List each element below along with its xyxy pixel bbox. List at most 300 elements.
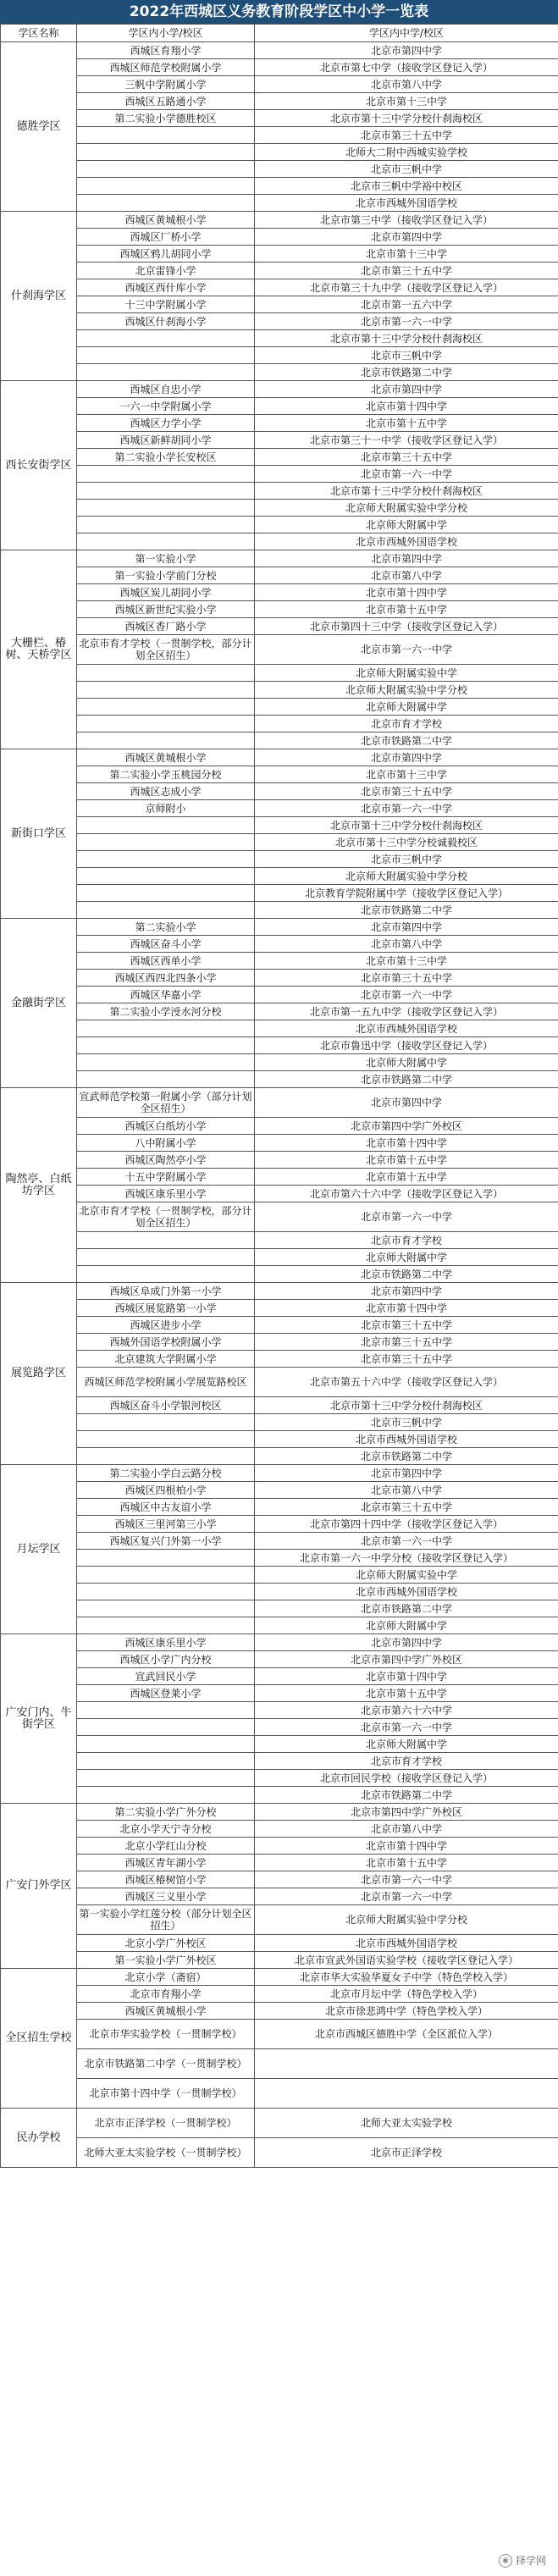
watermark-text: 择学网 (515, 2555, 546, 2567)
middle-school-cell: 北京市第四中学 (255, 550, 558, 567)
middle-school-cell: 北京市第三十五中学 (255, 1351, 558, 1368)
primary-school-cell: 一六一中学附属小学 (77, 398, 255, 415)
table-row (1, 1838, 558, 1855)
primary-school-cell: 西城区鸦儿胡同小学 (77, 246, 255, 263)
table-row (1, 1888, 558, 1905)
table-row (1, 533, 558, 550)
middle-school-cell: 北京市第十五中学 (255, 601, 558, 618)
primary-school-cell: 北京雷锋小学 (77, 263, 255, 279)
table-row (1, 1003, 558, 1020)
primary-school-cell: 西城区奋斗小学银河校区 (77, 1397, 255, 1414)
primary-school-cell: 北京市育才学校（一贯制学校，部分计划全区招生） (77, 1202, 255, 1232)
table-row (1, 635, 558, 665)
middle-school-cell: 北京市三帆中学裕中校区 (255, 178, 558, 195)
middle-school-cell: 北京市正泽学校 (255, 2138, 558, 2168)
primary-school-cell: 第二实验小学 (77, 919, 255, 936)
primary-school-cell: 第一实验小学红莲分校（部分计划全区招生） (77, 1905, 255, 1935)
table-row (1, 885, 558, 902)
middle-school-cell: 北京市宣武外国语实验学校（接收学区登记入学） (255, 1952, 558, 1969)
primary-school-cell: 西城区华嘉小学 (77, 987, 255, 1003)
table-row (1, 415, 558, 432)
primary-school-cell (77, 1414, 255, 1431)
primary-school-cell (77, 682, 255, 699)
primary-school-cell: 十三中学附属小学 (77, 296, 255, 313)
middle-school-cell: 北京市第三十九中学（接收学区登记入学） (255, 279, 558, 296)
watermark (499, 2553, 546, 2568)
middle-school-cell: 北京市第三十五中学 (255, 263, 558, 279)
primary-school-cell: 西城区新鲜胡同小学 (77, 432, 255, 449)
table-row (1, 263, 558, 279)
middle-school-cell (255, 2079, 558, 2109)
table-row (1, 1584, 558, 1600)
primary-school-cell (77, 127, 255, 144)
primary-school-cell (77, 1600, 255, 1617)
table-row (1, 42, 558, 59)
table-row (1, 1351, 558, 1368)
table-row (1, 110, 558, 127)
table-row (1, 1821, 558, 1838)
header-primary: 学区内小学/校区 (77, 25, 255, 42)
table-row (1, 1787, 558, 1804)
middle-school-cell: 北京市徐悲鸿中学（特色学校入学） (255, 2003, 558, 2020)
primary-school-cell: 第二实验小学德胜校区 (77, 110, 255, 127)
middle-school-cell: 北京市第十三中学分校诚毅校区 (255, 834, 558, 851)
middle-school-cell: 北京市第四中学广外校区 (255, 1804, 558, 1821)
middle-school-cell: 北京市第一六一中学 (255, 1533, 558, 1550)
middle-school-cell: 北京市铁路第二中学 (255, 1071, 558, 1088)
middle-school-cell: 北京市第十五中学 (255, 1169, 558, 1186)
primary-school-cell: 北京建筑大学附属小学 (77, 1351, 255, 1368)
table-row (1, 1952, 558, 1969)
middle-school-cell: 北京市西城区德胜中学（全区派位入学） (255, 2020, 558, 2049)
table-row (1, 584, 558, 601)
middle-school-cell: 北京市西城外国语学校 (255, 1584, 558, 1600)
primary-school-cell (77, 699, 255, 716)
middle-school-cell: 北京师大附属实验中学 (255, 1567, 558, 1584)
primary-school-cell (77, 466, 255, 483)
table-row (1, 1202, 558, 1232)
table-row (1, 550, 558, 567)
table-row (1, 1283, 558, 1300)
table-row (1, 2138, 558, 2168)
middle-school-cell: 北京市第七中学（接收学区登记入学） (255, 59, 558, 76)
table-row (1, 1871, 558, 1888)
primary-school-cell: 西城区椿树馆小学 (77, 1871, 255, 1888)
primary-school-cell (77, 1266, 255, 1283)
middle-school-cell: 北京市第三十五中学 (255, 1499, 558, 1516)
middle-school-cell: 北京市第三十五中学 (255, 970, 558, 987)
table-row (1, 1118, 558, 1135)
table-row (1, 783, 558, 800)
middle-school-cell: 北京市铁路第二中学 (255, 732, 558, 749)
middle-school-cell (255, 2049, 558, 2079)
middle-school-cell: 北京师大附属中学 (255, 1249, 558, 1266)
middle-school-cell: 北京市西城外国语学校 (255, 195, 558, 212)
district-name-cell: 民办学校 (1, 2109, 77, 2168)
primary-school-cell (77, 364, 255, 381)
middle-school-cell: 北京师大附属实验中学分校 (255, 1905, 558, 1935)
district-name-cell: 金融街学区 (1, 919, 77, 1088)
table-row (1, 1186, 558, 1202)
table-row (1, 93, 558, 110)
middle-school-cell: 北京市育才学校 (255, 1232, 558, 1249)
middle-school-cell: 北京市第一五九中学（接收学区登记入学） (255, 1003, 558, 1020)
middle-school-cell: 北京师大附属实验中学 (255, 665, 558, 682)
primary-school-cell: 西城区登莱小学 (77, 1685, 255, 1702)
table-row (1, 1266, 558, 1283)
table-row (1, 229, 558, 246)
middle-school-cell: 北京市第十五中学 (255, 415, 558, 432)
middle-school-cell: 北京市第八中学 (255, 1821, 558, 1838)
primary-school-cell: 京师附小 (77, 800, 255, 817)
middle-school-cell: 北京市第四中学 (255, 1088, 558, 1118)
table-row (1, 1448, 558, 1465)
middle-school-cell: 北京市第八中学 (255, 1482, 558, 1499)
middle-school-cell: 北京市第一六一中学 (255, 466, 558, 483)
middle-school-cell: 北京师大附属中学 (255, 1736, 558, 1753)
middle-school-cell: 北京市铁路第二中学 (255, 1600, 558, 1617)
middle-school-cell: 北京市第四中学 (255, 749, 558, 766)
primary-school-cell (77, 144, 255, 161)
primary-school-cell: 西城区西单小学 (77, 953, 255, 970)
primary-school-cell (77, 161, 255, 178)
middle-school-cell: 北京市第一六一中学 (255, 987, 558, 1003)
primary-school-cell (77, 1232, 255, 1249)
middle-school-cell: 北京市铁路第二中学 (255, 1448, 558, 1465)
table-row (1, 2003, 558, 2020)
table-row (1, 1482, 558, 1499)
middle-school-cell: 北京市第四中学 (255, 919, 558, 936)
middle-school-cell: 北京市第十三中学分校什刹海校区 (255, 1397, 558, 1414)
middle-school-cell: 北京师大附属中学 (255, 699, 558, 716)
district-name-cell: 月坛学区 (1, 1465, 77, 1634)
table-row (1, 1300, 558, 1317)
primary-school-cell (77, 902, 255, 919)
table-row (1, 161, 558, 178)
middle-school-cell: 北京师大附属中学 (255, 1617, 558, 1634)
middle-school-cell: 北京市第三十五中学 (255, 127, 558, 144)
middle-school-cell: 北京市第十五中学 (255, 1685, 558, 1702)
table-row (1, 567, 558, 584)
middle-school-cell: 北京市鲁迅中学（接收学区登记入学） (255, 1037, 558, 1054)
primary-school-cell: 北京小学（斋宿） (77, 1969, 255, 1986)
table-row (1, 76, 558, 93)
table-row (1, 1935, 558, 1952)
middle-school-cell: 北京市第三十五中学 (255, 783, 558, 800)
primary-school-cell: 北京市育翔小学 (77, 1986, 255, 2003)
middle-school-cell: 北京教育学院附属中学（接收学区登记入学） (255, 885, 558, 902)
table-row (1, 127, 558, 144)
table-row (1, 699, 558, 716)
primary-school-cell: 西城区四根柏小学 (77, 1482, 255, 1499)
table-row (1, 868, 558, 885)
primary-school-cell: 第一实验小学前门分校 (77, 567, 255, 584)
primary-school-cell: 西城区西什库小学 (77, 279, 255, 296)
middle-school-cell: 北京师大附属实验中学分校 (255, 868, 558, 885)
middle-school-cell: 北京市第一六一中学 (255, 635, 558, 665)
table-row (1, 902, 558, 919)
table-row (1, 1088, 558, 1118)
middle-school-cell: 北京市第十三中学分校什刹海校区 (255, 110, 558, 127)
primary-school-cell: 第二实验小学涭水河分校 (77, 1003, 255, 1020)
primary-school-cell: 北师大亚太实验学校（一贯制学校） (77, 2138, 255, 2168)
primary-school-cell: 第一实验小学 (77, 550, 255, 567)
primary-school-cell (77, 1753, 255, 1770)
table-row (1, 1600, 558, 1617)
primary-school-cell (77, 1617, 255, 1634)
table-row (1, 749, 558, 766)
middle-school-cell: 北京市第十三中学 (255, 93, 558, 110)
primary-school-cell (77, 483, 255, 500)
middle-school-cell: 北京市第十三中学 (255, 246, 558, 263)
table-row (1, 1634, 558, 1651)
district-name-cell: 大栅栏、椿树、天桥学区 (1, 550, 77, 749)
table-row (1, 682, 558, 699)
header-row (1, 25, 558, 42)
primary-school-cell (77, 834, 255, 851)
primary-school-cell: 西城区康乐里小学 (77, 1634, 255, 1651)
middle-school-cell: 北京市第四中学广外校区 (255, 1118, 558, 1135)
middle-school-cell: 北京市第三十五中学 (255, 1317, 558, 1334)
middle-school-cell: 北京市第一六一中学 (255, 1888, 558, 1905)
header-district: 学区名称 (1, 25, 77, 42)
middle-school-cell: 北京市第三十一中学（接收学区登记入学） (255, 432, 558, 449)
table-row (1, 1533, 558, 1550)
header-middle: 学区内中学/校区 (255, 25, 558, 42)
middle-school-cell: 北京市第四中学广外校区 (255, 1651, 558, 1668)
middle-school-cell: 北京市第十三中学分校什刹海校区 (255, 817, 558, 834)
table-row (1, 381, 558, 398)
middle-school-cell: 北京市第一六一中学 (255, 313, 558, 330)
primary-school-cell (77, 1719, 255, 1736)
middle-school-cell: 北京师大附属实验中学分校 (255, 682, 558, 699)
middle-school-cell: 北京市育才学校 (255, 716, 558, 732)
table-row (1, 817, 558, 834)
primary-school-cell: 西城区黄城根小学 (77, 212, 255, 229)
table-row (1, 618, 558, 635)
primary-school-cell: 西城区中古友谊小学 (77, 1499, 255, 1516)
table-row (1, 432, 558, 449)
middle-school-cell: 北京市第五十六中学（接收学区登记入学） (255, 1368, 558, 1397)
middle-school-cell: 北京市三帆中学 (255, 347, 558, 364)
district-name-cell: 德胜学区 (1, 42, 77, 212)
middle-school-cell: 北京市第十四中学 (255, 1300, 558, 1317)
middle-school-cell: 北京市第四中学 (255, 381, 558, 398)
table-row (1, 1135, 558, 1152)
table-row (1, 466, 558, 483)
table-row (1, 665, 558, 682)
middle-school-cell: 北京市三帆中学 (255, 1414, 558, 1431)
primary-school-cell: 第二实验小学长安校区 (77, 449, 255, 466)
table-row (1, 517, 558, 533)
table-row (1, 716, 558, 732)
table-row (1, 1986, 558, 2003)
table-row (1, 919, 558, 936)
primary-school-cell: 北京市铁路第二中学（一贯制学校） (77, 2049, 255, 2079)
table-row (1, 2020, 558, 2049)
middle-school-cell: 北京市第八中学 (255, 567, 558, 584)
middle-school-cell: 北京市回民学校（接收学区登记入学） (255, 1770, 558, 1787)
middle-school-cell: 北京市华大实验华夏女子中学（特色学校入学） (255, 1969, 558, 1986)
table-row (1, 1770, 558, 1787)
primary-school-cell (77, 1584, 255, 1600)
primary-school-cell (77, 1550, 255, 1567)
primary-school-cell (77, 1249, 255, 1266)
primary-school-cell (77, 178, 255, 195)
primary-school-cell: 西城区青年湖小学 (77, 1855, 255, 1871)
middle-school-cell: 北京市第十四中学 (255, 584, 558, 601)
district-name-cell: 展览路学区 (1, 1283, 77, 1465)
middle-school-cell: 北京市第四中学 (255, 42, 558, 59)
table-row (1, 195, 558, 212)
primary-school-cell (77, 1787, 255, 1804)
primary-school-cell: 西城区黄城根小学 (77, 749, 255, 766)
primary-school-cell: 西城区黄城根小学 (77, 2003, 255, 2020)
middle-school-cell: 北京市第三十五中学 (255, 449, 558, 466)
primary-school-cell: 西城区炭儿胡同小学 (77, 584, 255, 601)
table-row (1, 1249, 558, 1266)
table-row (1, 330, 558, 347)
primary-school-cell: 宣武师范学校第一附属小学（部分计划全区招生） (77, 1088, 255, 1118)
middle-school-cell: 北京市第三十五中学 (255, 1334, 558, 1351)
table-row (1, 2109, 558, 2138)
primary-school-cell: 西城区师范学校附属小学展览路校区 (77, 1368, 255, 1397)
table-row (1, 1753, 558, 1770)
middle-school-cell: 北京市西城外国语学校 (255, 1935, 558, 1952)
primary-school-cell (77, 330, 255, 347)
table-row (1, 1368, 558, 1397)
middle-school-cell: 北京市育才学校 (255, 1753, 558, 1770)
middle-school-cell: 北京师大附属中学 (255, 1054, 558, 1071)
middle-school-cell: 北京市第四十四中学（接收学区登记入学） (255, 1516, 558, 1533)
primary-school-cell: 八中附属小学 (77, 1135, 255, 1152)
primary-school-cell: 西城区什刹海小学 (77, 313, 255, 330)
primary-school-cell (77, 1054, 255, 1071)
primary-school-cell (77, 868, 255, 885)
primary-school-cell (77, 1037, 255, 1054)
table-row (1, 766, 558, 783)
table-row (1, 1037, 558, 1054)
primary-school-cell: 第二实验小学白云路分校 (77, 1465, 255, 1482)
table-row (1, 59, 558, 76)
primary-school-cell (77, 533, 255, 550)
middle-school-cell: 北京市第一五六中学 (255, 296, 558, 313)
primary-school-cell (77, 1448, 255, 1465)
table-row (1, 1020, 558, 1037)
table-row (1, 1651, 558, 1668)
middle-school-cell: 北京市第四中学 (255, 1283, 558, 1300)
middle-school-cell: 北京市第一六一中学 (255, 800, 558, 817)
primary-school-cell (77, 665, 255, 682)
primary-school-cell: 西城区白纸坊小学 (77, 1118, 255, 1135)
table-row (1, 398, 558, 415)
primary-school-cell: 西城区五路通小学 (77, 93, 255, 110)
table-row (1, 1550, 558, 1567)
primary-school-cell: 北京小学天宁寺分校 (77, 1821, 255, 1838)
district-name-cell: 新街口学区 (1, 749, 77, 919)
table-row (1, 279, 558, 296)
middle-school-cell: 北京市第十四中学 (255, 398, 558, 415)
table-row (1, 1431, 558, 1448)
primary-school-cell: 西城区新世纪实验小学 (77, 601, 255, 618)
middle-school-cell: 北京市西城外国语学校 (255, 1020, 558, 1037)
primary-school-cell (77, 517, 255, 533)
middle-school-cell: 北京市第十三中学 (255, 953, 558, 970)
table-row (1, 1905, 558, 1935)
table-row (1, 1054, 558, 1071)
middle-school-cell: 北京市第十五中学 (255, 1855, 558, 1871)
table-row (1, 1685, 558, 1702)
middle-school-cell: 北京市西城外国语学校 (255, 533, 558, 550)
primary-school-cell: 西城区师范学校附属小学 (77, 59, 255, 76)
primary-school-cell (77, 1736, 255, 1753)
primary-school-cell: 西城区阜成门外第一小学 (77, 1283, 255, 1300)
table-row (1, 1719, 558, 1736)
middle-school-cell: 北京市第四十三中学（接收学区登记入学） (255, 618, 558, 635)
primary-school-cell (77, 347, 255, 364)
primary-school-cell (77, 716, 255, 732)
middle-school-cell: 北师大亚太实验学校 (255, 2109, 558, 2138)
primary-school-cell: 北京小学红山分校 (77, 1838, 255, 1855)
primary-school-cell: 西城外国语学校附属小学 (77, 1334, 255, 1351)
table-row (1, 212, 558, 229)
primary-school-cell (77, 1431, 255, 1448)
primary-school-cell (77, 1020, 255, 1037)
primary-school-cell: 西城区西四北四条小学 (77, 970, 255, 987)
table-row (1, 1232, 558, 1249)
table-row (1, 2079, 558, 2109)
primary-school-cell: 北京市第十四中学（一贯制学校） (77, 2079, 255, 2109)
primary-school-cell: 西城区展览路第一小学 (77, 1300, 255, 1317)
primary-school-cell: 三帆中学附属小学 (77, 76, 255, 93)
table-row (1, 178, 558, 195)
table-row (1, 987, 558, 1003)
primary-school-cell: 西城区复兴门外第一小学 (77, 1533, 255, 1550)
middle-school-cell: 北京市第十四中学 (255, 1135, 558, 1152)
document-title: 2022年西城区义务教育阶段学区中小学一览表 (0, 0, 558, 24)
middle-school-cell: 北京市第十三中学 (255, 766, 558, 783)
middle-school-cell: 北京市月坛中学（特色学校入学） (255, 1986, 558, 2003)
middle-school-cell: 北京市第十四中学 (255, 1668, 558, 1685)
primary-school-cell: 第二实验小学玉桃园分校 (77, 766, 255, 783)
middle-school-cell: 北京市第一六一中学 (255, 1202, 558, 1232)
table-row (1, 1567, 558, 1584)
primary-school-cell (77, 851, 255, 868)
middle-school-cell: 北京市第四中学 (255, 1465, 558, 1482)
table-row (1, 1169, 558, 1186)
primary-school-cell: 北京小学广外校区 (77, 1935, 255, 1952)
district-name-cell: 西长安街学区 (1, 381, 77, 550)
table-row (1, 1499, 558, 1516)
table-row (1, 483, 558, 500)
middle-school-cell: 北京市第八中学 (255, 936, 558, 953)
primary-school-cell: 西城区三义里小学 (77, 1888, 255, 1905)
primary-school-cell: 宣武回民小学 (77, 1668, 255, 1685)
district-name-cell: 广安门内、牛街学区 (1, 1634, 77, 1804)
table-row (1, 246, 558, 263)
table-row (1, 1804, 558, 1821)
table-row (1, 1702, 558, 1719)
table-row (1, 970, 558, 987)
primary-school-cell: 北京市正泽学校（一贯制学校） (77, 2109, 255, 2138)
middle-school-cell: 北京市第四中学 (255, 229, 558, 246)
table-row (1, 1414, 558, 1431)
primary-school-cell: 北京市育才学校（一贯制学校，部分计划全区招生） (77, 635, 255, 665)
table-row (1, 144, 558, 161)
middle-school-cell: 北师大二附中西城实验学校 (255, 144, 558, 161)
table-row (1, 1397, 558, 1414)
table-row (1, 1071, 558, 1088)
